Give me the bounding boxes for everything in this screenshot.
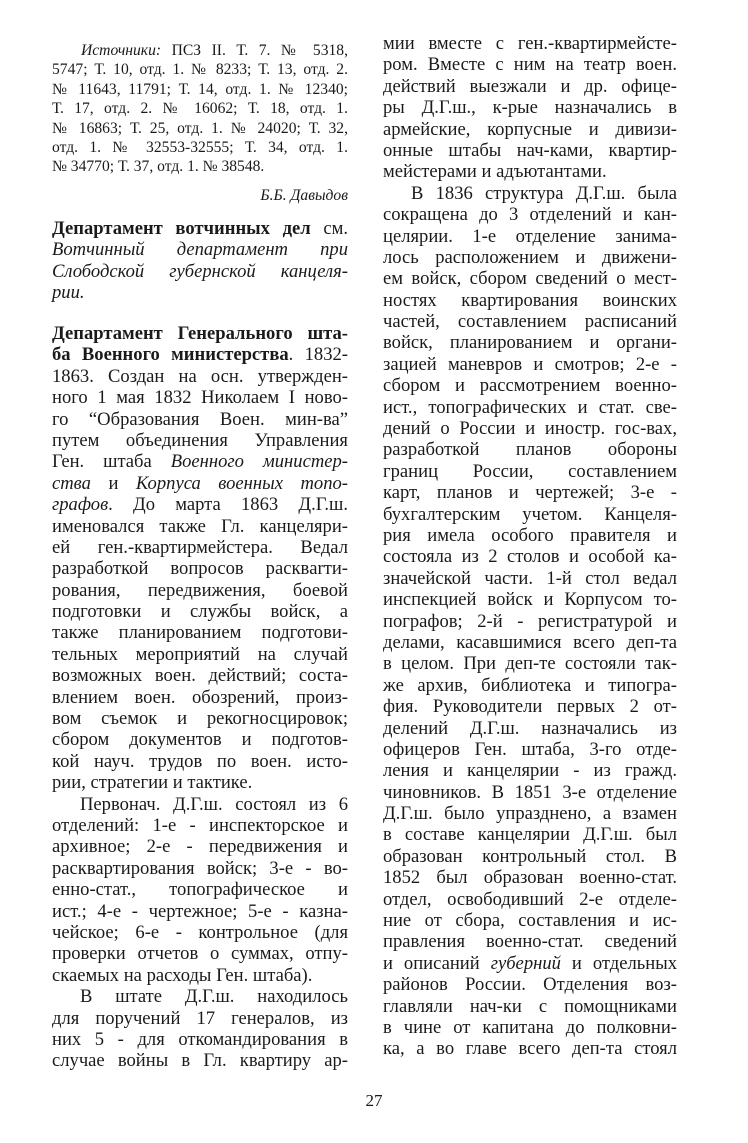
- page-number: 27: [365, 1091, 383, 1110]
- body-line: в целом. При деп-те состояли так-: [383, 653, 677, 675]
- cross-reference-line: Слободской губернской канцеля-: [52, 260, 348, 282]
- entry-title-line: [52, 344, 348, 365]
- body-line: рии, стратегии и тактике.: [52, 772, 253, 794]
- entry-dates: . 1832-: [288, 344, 348, 366]
- sources-line: № 16863; Т. 25, отд. 1. № 24020; Т. 32,: [52, 119, 348, 137]
- body-line: вом съемок и рекогносцировок;: [52, 708, 348, 730]
- text-run: и: [90, 472, 136, 494]
- body-line: значейской части. 1-й стол ведал: [383, 567, 677, 589]
- body-line: го “Образования Воен. мин-ва”: [52, 408, 348, 430]
- sources-text: ПСЗ II. Т. 7. № 5318,: [161, 42, 348, 59]
- right-column-text: [383, 33, 677, 1060]
- text-run: Ген. штаба: [52, 451, 171, 473]
- body-line: енно-стат., топографическое и: [52, 879, 348, 901]
- body-line: ры Д.Г.ш., к-рые назначались в: [383, 97, 677, 119]
- body-line: путем объединения Управления: [52, 429, 348, 451]
- sources-line: № 34770; Т. 37, отд. 1. № 38548.: [52, 158, 265, 176]
- body-line: в составе канцелярии Д.Г.ш. был: [383, 824, 677, 846]
- body-line: ист., топографических и стат. све-: [383, 396, 677, 418]
- body-line: сбором документов и подготов-: [52, 729, 348, 751]
- cross-reference-line: Вотчинный департамент при: [52, 239, 348, 261]
- body-line: пографов; 2-й - регистратурой и: [383, 610, 677, 632]
- body-line: сбором и рассмотрением военно-: [383, 375, 677, 397]
- cross-reference: ства: [52, 472, 91, 494]
- body-line: бухгалтерским учетом. Канцеля-: [383, 503, 677, 525]
- body-line: именовался также Гл. канцеляри-: [52, 515, 348, 537]
- text-run: . До марта 1863 Д.Г.ш.: [108, 494, 348, 516]
- body-line: Д.Г.ш. было упразднено, а взамен: [383, 803, 677, 825]
- body-line: мейстерами и адъютантами.: [383, 161, 607, 183]
- cross-reference-line: рии.: [52, 282, 85, 304]
- cross-reference: Корпуса военных топо-: [135, 472, 348, 494]
- text-run: и описаний: [383, 952, 491, 974]
- body-line: районов России. Отделения воз-: [383, 974, 677, 996]
- body-line: В 1836 структура Д.Г.ш. была: [411, 182, 677, 204]
- body-line: ка, а во главе всего деп-та стоял: [383, 1038, 677, 1060]
- sources-line: [52, 41, 348, 60]
- see-reference: см.: [310, 218, 348, 239]
- body-line: В штате Д.Г.ш. находилось: [80, 986, 348, 1008]
- body-line: ние от сбора, составления и ис-: [383, 910, 677, 932]
- body-line: подготовки и службы войск, а: [52, 601, 348, 623]
- body-line: онные штабы нач-ками, квартир-: [383, 139, 677, 161]
- body-line: тельных мероприятий на случай: [52, 643, 348, 665]
- body-line: ного 1 мая 1832 Николаем I ново-: [52, 387, 348, 409]
- body-line: частей, составлением расписаний: [383, 311, 677, 333]
- body-line: также планированием подготови-: [52, 622, 348, 644]
- body-line: влением воен. обозрений, произ-: [52, 686, 348, 708]
- body-line: архивное; 2-е - передвижения и: [52, 836, 348, 858]
- body-line: них 5 - для откомандирования в: [52, 1028, 348, 1050]
- sources-line: 5747; Т. 10, отд. 1. № 8233; Т. 13, отд. 2.: [52, 61, 348, 79]
- body-line: кой науч. трудов по воен. исто-: [52, 750, 348, 772]
- body-line: образован контрольный стол. В: [383, 845, 677, 867]
- body-line: сокращена до 3 отделений и кан-: [383, 204, 677, 226]
- body-line: в чине от капитана до полковни-: [383, 1016, 677, 1038]
- body-line: делений Д.Г.ш. назначались из: [383, 717, 677, 739]
- body-line: же архив, библиотека и типогра-: [383, 674, 677, 696]
- sources-block: [52, 41, 348, 205]
- entry-title-line: Департамент Генерального шта-: [52, 323, 348, 344]
- body-line: [383, 953, 677, 974]
- cross-reference: Военного министер-: [170, 451, 348, 473]
- body-line: офицеров Ген. штаба, 3-го отде-: [383, 738, 677, 760]
- body-line: мии вместе с ген.-квартирмейсте-: [383, 33, 677, 54]
- body-line: разработкой планов обороны: [383, 439, 677, 461]
- body-line: для поручений 17 генералов, из: [52, 1007, 348, 1029]
- sources-label: Источники:: [81, 42, 162, 59]
- body-line: зацией маневров и смотров; 2-е -: [383, 353, 677, 375]
- body-line: целярии. 1-е отделение занима-: [383, 225, 677, 247]
- body-line: ист.; 4-е - чертежное; 5-е - казна-: [52, 900, 348, 922]
- body-line: [52, 473, 348, 494]
- body-line: ления и канцелярии - из гражд.: [383, 760, 677, 782]
- body-line: скаемых на расходы Ген. штаба).: [52, 964, 313, 986]
- sources-line: отд. 1. № 32553-32555; Т. 34, отд. 1.: [52, 138, 348, 156]
- body-line: чейское; 6-е - контрольное (для: [52, 921, 348, 943]
- sources-line: Т. 17, отд. 2. № 16062; Т. 18, отд. 1.: [52, 100, 348, 118]
- entry-title: Департамент вотчинных дел: [52, 218, 311, 239]
- body-line: ром. Вместе с ним на театр воен.: [383, 54, 677, 76]
- cross-reference: губерний: [490, 952, 561, 974]
- body-line: рования, передвижения, боевой: [52, 579, 348, 601]
- body-line: 1863. Создан на осн. утвержден-: [52, 365, 348, 387]
- entry-genshtab: [52, 323, 348, 1072]
- body-line: рия имела особого правителя и: [383, 524, 677, 546]
- body-line: Первонач. Д.Г.ш. состоял из 6: [80, 793, 348, 815]
- body-line: ностях квартирования воинских: [383, 289, 677, 311]
- cross-reference: графов: [52, 494, 109, 516]
- text-run: и отдельных: [560, 952, 677, 974]
- body-line: 1852 был образован военно-стат.: [383, 867, 677, 889]
- body-line: отделений: 1-е - инспекторское и: [52, 814, 348, 836]
- body-line: правления военно-стат. сведений: [383, 931, 677, 953]
- body-line: разработкой вопросов расквarти-: [52, 558, 348, 580]
- body-line: возможных воен. действий; соста-: [52, 665, 348, 687]
- body-line: случае войны в Гл. квартиру ар-: [52, 1050, 348, 1072]
- body-line: [52, 451, 348, 472]
- body-line: действий выезжали и др. офице-: [383, 75, 677, 97]
- body-line: расквартирования войск; 3-е - во-: [52, 857, 348, 879]
- body-line: войск, планированием и органи-: [383, 332, 677, 354]
- author-signature: Б.Б. Давыдов: [260, 186, 348, 204]
- body-line: проверки отчетов о суммах, отпу-: [52, 943, 348, 965]
- body-line: состояла из 2 столов и особой ка-: [383, 546, 677, 568]
- body-line: инспекцией войск и Корпусом то-: [383, 589, 677, 611]
- body-line: дений о России и иностр. гос-вах,: [383, 418, 677, 440]
- entry-heading-line: [52, 218, 348, 239]
- body-line: [52, 494, 348, 515]
- body-line: фия. Руководители первых 2 от-: [383, 696, 677, 718]
- body-line: ем войск, сбором сведений о мест-: [383, 268, 677, 290]
- body-line: ей ген.-квартирмейстера. Ведал: [52, 536, 348, 558]
- body-line: карт, планов и чертежей; 3-е -: [383, 482, 677, 504]
- entry-votchinnyh-del: [52, 218, 348, 304]
- body-line: главляли нач-ки с помощниками: [383, 995, 677, 1017]
- body-line: делами, касавшимися всего деп-та: [383, 631, 677, 653]
- entry-title: ба Военного министерства: [52, 344, 289, 366]
- sources-line: № 11643, 11791; Т. 14, отд. 1. № 12340;: [52, 80, 348, 98]
- body-line: армейские, корпусные и дивизи-: [383, 118, 677, 140]
- body-line: лось расположением и движени-: [383, 246, 677, 268]
- body-line: чиновников. В 1851 3-е отделение: [383, 781, 677, 803]
- body-line: границ России, составлением: [383, 460, 677, 482]
- body-line: отдел, освободивший 2-е отделе-: [383, 888, 677, 910]
